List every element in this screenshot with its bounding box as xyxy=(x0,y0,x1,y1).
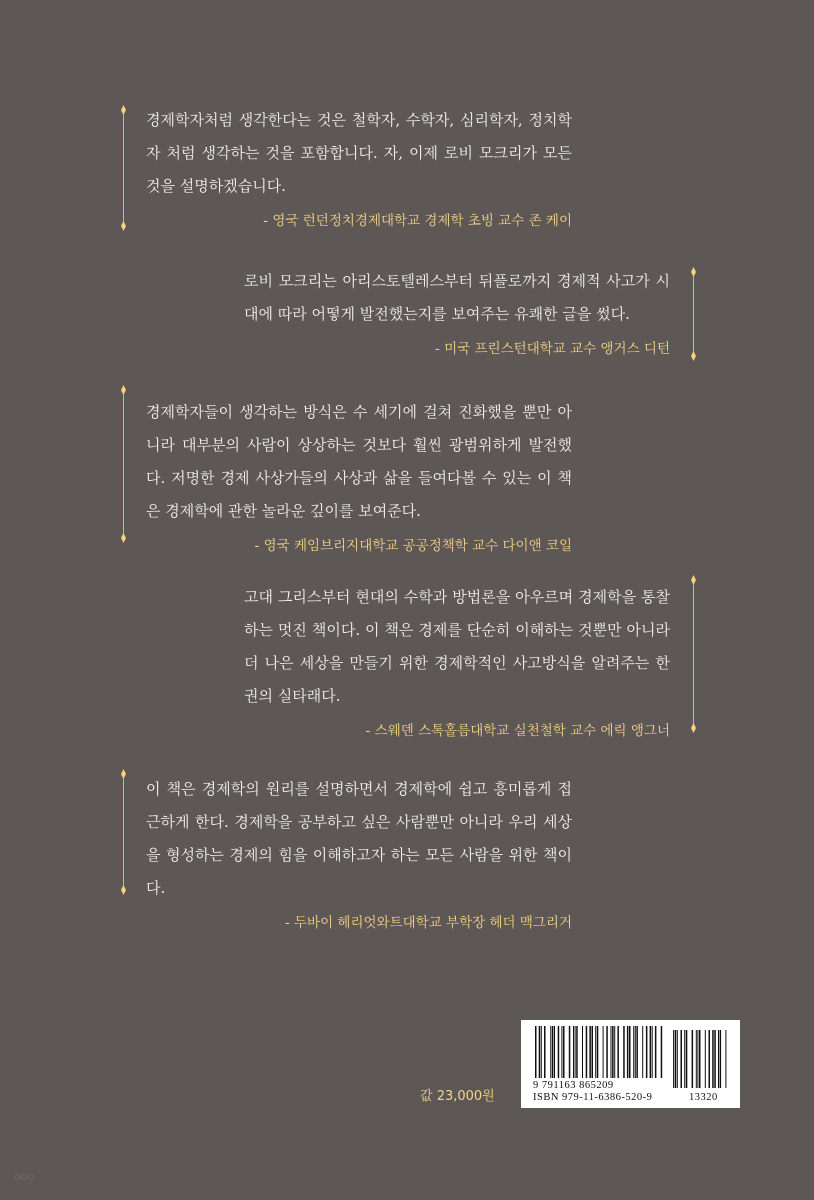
diamond-ornament xyxy=(691,351,696,361)
diamond-ornament xyxy=(121,885,126,895)
quote-text: 로비 모크리는 아리스토텔레스부터 뒤플로까지 경제적 사고가 시대에 따라 어떻게 발전했는지를 보여주는 유쾌한 글을 썼다. xyxy=(244,272,670,323)
barcode-bar xyxy=(575,1026,576,1078)
barcode-bar xyxy=(558,1026,560,1078)
barcode-bar xyxy=(603,1026,604,1078)
barcode-bar xyxy=(541,1026,542,1078)
quote-3 xyxy=(146,396,572,554)
barcode-bar xyxy=(697,1030,698,1088)
barcode-bar xyxy=(569,1026,571,1078)
quote-citation: - 스웨덴 스톡홀름대학교 실천철학 교수 에릭 앵그너 xyxy=(365,723,670,739)
barcode-bar xyxy=(696,1030,697,1088)
barcode-bar xyxy=(554,1026,555,1078)
barcode-bar xyxy=(595,1026,596,1078)
diamond-ornament xyxy=(691,575,696,585)
quote-rule-right xyxy=(693,578,694,730)
quote-4 xyxy=(244,581,670,739)
barcode-bar xyxy=(655,1026,657,1078)
barcode-bar xyxy=(642,1026,643,1078)
diamond-ornament xyxy=(121,769,126,779)
barcode-bar xyxy=(714,1030,716,1088)
quote-citation: - 미국 프린스턴대학교 교수 앵거스 디턴 xyxy=(435,341,670,357)
barcode-bar xyxy=(627,1026,629,1078)
barcode-bar xyxy=(629,1026,631,1078)
corner-mark: ooo xyxy=(14,1170,35,1183)
quote-citation: - 영국 케임브리지대학교 공공정책학 교수 다이앤 코일 xyxy=(254,538,572,554)
barcode-bar xyxy=(589,1026,591,1078)
barcode-bar xyxy=(617,1026,619,1078)
barcode-bar xyxy=(563,1026,565,1078)
barcode-bar xyxy=(550,1026,551,1078)
barcode-bar xyxy=(677,1030,678,1088)
barcode-bar xyxy=(592,1026,594,1078)
diamond-ornament xyxy=(121,221,126,231)
diamond-ornament xyxy=(691,723,696,733)
barcode-bar xyxy=(686,1030,688,1088)
barcode-bar xyxy=(614,1026,615,1078)
diamond-ornament xyxy=(121,105,126,115)
diamond-ornament xyxy=(121,385,126,395)
barcode-bar xyxy=(586,1026,588,1078)
barcode-bar xyxy=(573,1026,574,1078)
barcode-bar xyxy=(552,1026,554,1078)
barcode-bar xyxy=(576,1026,578,1078)
isbn-number: ISBN 979-11-6386-520-9 xyxy=(533,1092,653,1103)
barcode-bar xyxy=(718,1030,719,1088)
barcode-bar xyxy=(535,1026,537,1078)
quote-text: 이 책은 경제학의 원리를 설명하면서 경제학에 쉽고 흥미롭게 접근하게 한다. 경제학을 공부하고 싶은 사람뿐만 아니라 우리 세상을 형성하는 경제의 힘을 이해하고자 하는 모든 사람을 위한 책이다. xyxy=(146,780,572,897)
barcode-bar xyxy=(684,1030,685,1088)
barcode-bar xyxy=(699,1030,701,1088)
barcode-bar xyxy=(539,1026,541,1078)
barcode-bar xyxy=(712,1030,714,1088)
barcode-bar xyxy=(612,1026,614,1078)
barcode-bar xyxy=(725,1030,726,1088)
barcode-bar xyxy=(681,1030,683,1088)
barcode-bar xyxy=(606,1026,608,1078)
barcode-digits: 9 791163 865209 xyxy=(533,1080,614,1091)
barcode-bar xyxy=(623,1026,625,1078)
barcode-bar xyxy=(675,1030,677,1088)
barcode-bar xyxy=(544,1026,546,1078)
barcode-bar xyxy=(636,1026,638,1078)
isbn-barcode xyxy=(521,1020,740,1108)
quote-rule-left xyxy=(123,772,124,892)
quote-2 xyxy=(244,265,670,357)
barcode-bar xyxy=(650,1026,652,1078)
diamond-ornament xyxy=(121,533,126,543)
barcode-bar xyxy=(705,1030,706,1088)
quote-citation: - 두바이 헤리엇와트대학교 부학장 헤더 맥그리거 xyxy=(284,915,572,931)
barcode-bar xyxy=(673,1030,674,1088)
barcode-bar xyxy=(720,1030,722,1088)
price-label: 값 23,000원 xyxy=(420,1089,495,1104)
quote-text: 경제학자들이 생각하는 방식은 수 세기에 걸쳐 진화했을 뿐만 아니라 대부분의 사람이 상상하는 것보다 훨씬 광범위하게 발전했다. 저명한 경제 사상가들의 사상과 삶을 들여다볼 수 있는 이 책은 경제학에 관한 놀라운 깊이를 보여준다. xyxy=(146,403,572,520)
quote-5 xyxy=(146,773,572,931)
quote-rule-left xyxy=(123,388,124,540)
barcode-bar xyxy=(633,1026,634,1078)
quote-1 xyxy=(146,104,572,229)
quote-text: 경제학자처럼 생각한다는 것은 철학자, 수학자, 심리학자, 정치학자 처럼 생각하는 것을 포함합니다. 자, 이제 로비 모크리가 모든 것을 설명하겠습니다. xyxy=(146,111,572,195)
barcode-bar xyxy=(635,1026,636,1078)
barcode-bar xyxy=(561,1026,562,1078)
barcode-bar xyxy=(661,1026,663,1078)
quote-text: 고대 그리스부터 현대의 수학과 방법론을 아우르며 경제학을 통찰하는 멋진 책이다. 이 책은 경제를 단순히 이해하는 것뿐만 아니라 더 나은 세상을 만들기 위한 경제학적인 사고방식을 알려주는 한 권의 실타래다. xyxy=(244,588,670,705)
barcode-addon-number: 13320 xyxy=(689,1092,718,1103)
barcode-bar xyxy=(597,1026,599,1078)
quote-citation: - 영국 런던정치경제대학교 경제학 초빙 교수 존 케이 xyxy=(263,213,572,229)
barcode-bar xyxy=(611,1026,612,1078)
barcode-bar xyxy=(652,1026,653,1078)
quote-rule-left xyxy=(123,108,124,228)
diamond-ornament xyxy=(691,267,696,277)
barcode-bar xyxy=(582,1026,583,1078)
quote-rule-right xyxy=(693,270,694,358)
barcode-bar xyxy=(646,1026,648,1078)
barcode-bar xyxy=(709,1030,711,1088)
barcode-bar xyxy=(692,1030,694,1088)
